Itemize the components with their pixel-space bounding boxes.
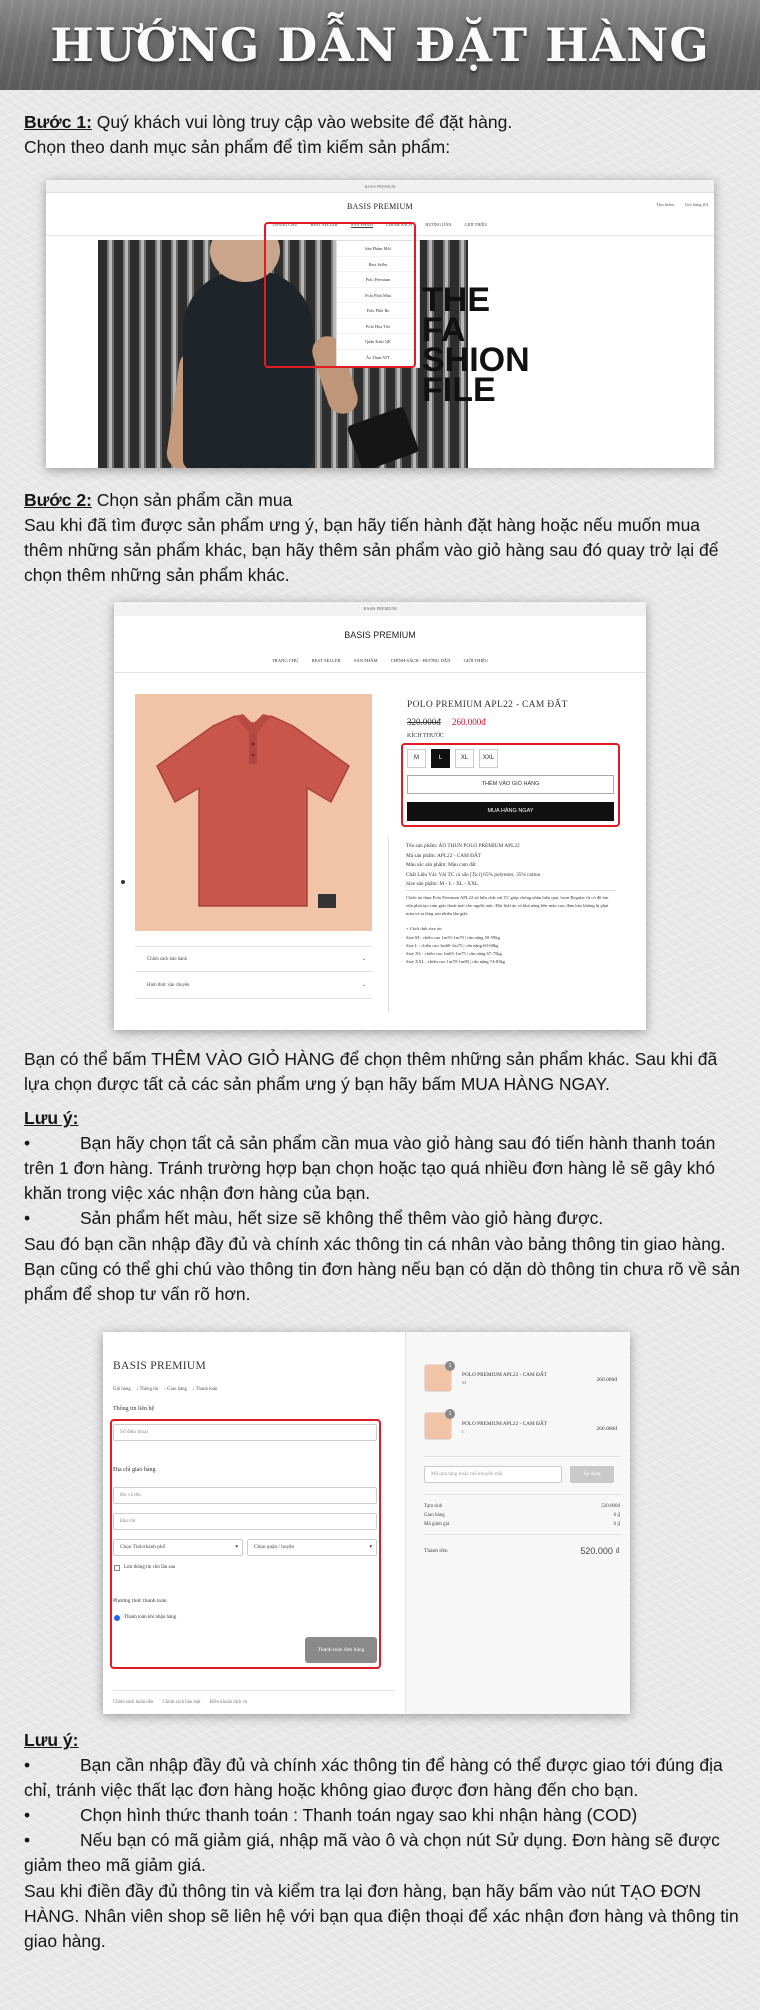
discount-field[interactable]: Mã quà tặng hoặc mã khuyến mãi (424, 1466, 562, 1483)
refund-policy-link[interactable]: Chính sách hoàn tiền (113, 1700, 154, 1705)
hero-text-line: THE (422, 281, 490, 319)
total-value: 520.000 ₫ (580, 1546, 620, 1556)
desc-line: Size XL : chiều cao 1m65-1m75 | cân nặng 67-75kg (406, 950, 502, 956)
divider (388, 837, 389, 1012)
nav-policy[interactable]: CHÍNH SÁCH - HƯỚNG DẪN (390, 658, 451, 663)
highlight-box (401, 743, 620, 827)
dropdown-item[interactable]: Best Seller (337, 257, 419, 273)
site-brand[interactable]: BASIS PREMIUM (113, 1360, 207, 1372)
step2-heading: Bước 2: (24, 490, 92, 510)
size-xl-button[interactable]: XL (455, 749, 474, 768)
row-label: Mã giảm giá (424, 1522, 450, 1527)
row-label: Giao hàng (424, 1513, 445, 1518)
chevron-down-icon: ⌄ (361, 957, 366, 962)
buy-now-button[interactable]: MUA HÀNG NGAY (407, 802, 614, 821)
page-title: HƯỚNG DẪN ĐẶT HÀNG (50, 18, 710, 72)
hero-text-line: FA (422, 311, 466, 349)
title-banner (0, 0, 760, 90)
breadcrumb-item[interactable]: Thanh toán (195, 1387, 218, 1392)
divider (113, 1690, 395, 1691)
divider (424, 1494, 620, 1495)
bullet-dot: • (24, 1133, 31, 1153)
nav-about[interactable]: GIỚI THIỆU (463, 658, 489, 663)
accordion-label: Chính sách bảo hành (147, 957, 188, 962)
hero-text (422, 281, 530, 409)
accordion-shipping[interactable] (135, 973, 372, 999)
item-price: 260.000đ (596, 1426, 617, 1432)
name-field[interactable]: Họ và tên (113, 1487, 377, 1504)
size-l-button[interactable]: L (431, 749, 450, 768)
pay-button[interactable]: Thanh toán đơn hàng (305, 1637, 377, 1663)
step1-text (24, 110, 740, 160)
summary-row (424, 1513, 620, 1518)
note-text: Bạn có thể bấm THÊM VÀO GIỎ HÀNG để chọn thêm những sản phẩm khác. Sau khi đã lựa chọn được tất cả các sản phẩm ưng ý bạn hãy bấm MUA HÀNG NGAY. (24, 1049, 718, 1094)
hero-text-line: SHION (422, 341, 530, 379)
note2-section (24, 1728, 740, 1954)
size-xxl-button[interactable]: XXL (479, 749, 498, 768)
screenshot-category-menu (46, 180, 714, 468)
step2-line1: Chọn sản phẩm cần mua (91, 490, 293, 510)
note1-section (24, 1106, 740, 1307)
bullet-text: Bạn hãy chọn tất cả sản phẩm cần mua vào giỏ hàng sau đó tiến hành thanh toán trên 1 đơn hàng. Tránh trường hợp bạn chọn hoặc tạo quá nhiều đơn hàng lẻ sẽ gây khó khăn trong việc xác nhận đơn hàng của bạn. (24, 1133, 716, 1203)
bullet-item (24, 1206, 740, 1231)
desc-line: Màu sắc sản phẩm: Màu cam đất (406, 862, 476, 869)
top-bar: BASIS PREMIUM (114, 602, 646, 616)
note1-after: Sau đó bạn cần nhập đầy đủ và chính xác thông tin cá nhân vào bảng thông tin giao hàng. Bạn cũng có thể ghi chú vào thông tin đơn hàng nếu bạn có dặn dò thông tin chưa rõ về sản phẩm để shop tư vấn rõ hơn. (24, 1234, 740, 1304)
bullet-item (24, 1803, 740, 1828)
qty-badge: 1 (445, 1361, 455, 1371)
district-value: Chọn quận / huyện (254, 1544, 295, 1550)
chevron-down-icon: ▾ (369, 1544, 372, 1550)
accordion-warranty[interactable] (135, 946, 372, 972)
bullet-dot: • (24, 1755, 31, 1775)
desc-line: + Cách tính size áo: (406, 925, 443, 931)
payment-label: Phương thức thanh toán (113, 1598, 167, 1604)
site-brand[interactable]: BASIS PREMIUM (344, 630, 416, 640)
nav-best-seller[interactable]: BEST SELLER (311, 658, 341, 663)
item-variant: M (462, 1380, 467, 1385)
bullet-text: Sản phẩm hết màu, hết size sẽ không thể thêm vào giỏ hàng được. (80, 1208, 604, 1228)
cod-label: Thanh toán khi nhận hàng (124, 1615, 177, 1620)
desc-line: Size sản phẩm: M - L - XL - XXL (406, 880, 616, 891)
breadcrumb-item[interactable]: Giao hàng (167, 1387, 187, 1392)
bullet-item (24, 1828, 740, 1878)
divider (114, 672, 646, 673)
desc-line: Size L : chiều cao 1m60-1m75 | cân nặng 60-68kg (406, 942, 499, 948)
site-brand[interactable]: BASIS PREMIUM (347, 202, 413, 211)
nav-guide[interactable]: HƯỚNG DẪN (425, 222, 452, 227)
sale-price: 260.000đ (452, 717, 486, 727)
dropdown-item[interactable]: Polo Premium (337, 272, 419, 288)
search-link[interactable]: Tìm kiếm (656, 202, 674, 207)
breadcrumb-item[interactable]: Thông tin (139, 1387, 159, 1392)
privacy-policy-link[interactable]: Chính sách bảo mật (162, 1700, 201, 1705)
bullet-item (24, 1753, 740, 1803)
province-value: Chọn Tỉnh/thành phố (120, 1544, 166, 1550)
bullet-text: Nếu bạn có mã giảm giá, nhập mã vào ô và chọn nút Sử dụng. Đơn hàng sẽ được giảm theo mã giảm giá. (24, 1830, 720, 1875)
divider (424, 1456, 620, 1457)
nav-best-seller[interactable]: BEST SELLER (310, 222, 338, 227)
screenshot-checkout (103, 1332, 630, 1714)
dropdown-item[interactable]: Polo Phối Bo (337, 303, 419, 319)
cart-link[interactable]: Giỏ hàng (0) (685, 202, 708, 207)
summary-row (424, 1522, 620, 1527)
contact-label: Thông tin liên hệ (113, 1406, 155, 1412)
summary-row (424, 1504, 620, 1509)
bullet-item (24, 1131, 740, 1206)
note2-heading: Lưu ý: (24, 1730, 79, 1750)
nav-home[interactable]: TRANG CHỦ (272, 222, 298, 227)
total-row (424, 1548, 620, 1554)
screenshot-product-page (114, 602, 646, 1030)
nav-products[interactable]: SẢN PHẨM (350, 222, 373, 227)
old-price: 320.000đ (407, 717, 441, 727)
product-description (406, 842, 616, 966)
item-price: 260.000đ (596, 1377, 617, 1383)
row-value: 0 ₫ (613, 1513, 620, 1518)
top-bar: BASIS PREMIUM (46, 180, 714, 193)
size-m-button[interactable]: M (407, 749, 426, 768)
phone-field[interactable]: Số điện thoại (113, 1424, 377, 1441)
main-nav (114, 658, 646, 663)
bullet-dot: • (24, 1805, 31, 1825)
desc-line: Size M : chiều cao 1m55-1m70 | cân nặng 50-59kg (406, 934, 500, 940)
desc-line: Size XXL : chiều cao 1m70-1m80 | cân nặng 74-83kg (406, 958, 506, 964)
nav-home[interactable]: TRANG CHỦ (271, 658, 299, 663)
nav-about[interactable]: GIỚI THIỆU (464, 222, 488, 227)
nav-policy[interactable]: CHÍNH SÁCH (386, 222, 413, 227)
total-label: Thành tiền (424, 1548, 448, 1554)
note2-after: Sau khi điền đầy đủ thông tin và kiểm tra lại đơn hàng, bạn hãy bấm vào nút TẠO ĐƠN HÀNG. Nhân viên shop sẽ liên hệ với bạn qua điện thoại để xác nhận đơn hàng và thông tin giao hàng. (24, 1881, 739, 1951)
bullet-text: Bạn cần nhập đầy đủ và chính xác thông tin để hàng có thể được giao tới đúng địa chỉ, tránh việc thất lạc đơn hàng hoặc không giao được đơn hàng đến cho bạn. (24, 1755, 723, 1800)
size-label: KÍCH THƯỚC (407, 733, 445, 739)
bullet-dot: • (24, 1208, 31, 1228)
highlight-box (110, 1419, 381, 1669)
product-image[interactable] (135, 694, 372, 931)
row-value: 0 ₫ (613, 1522, 620, 1527)
desc-line: Tên sản phẩm: ÁO THUN POLO PREMIUM APL22 (406, 843, 520, 849)
breadcrumb: Giỏ hàng › Thông tin › Giao hàng › Thanh toán (113, 1387, 218, 1392)
terms-link[interactable]: Điều khoản dịch vụ (209, 1700, 248, 1705)
note1-heading: Lưu ý: (24, 1108, 79, 1128)
address-label: Địa chỉ giao hàng (113, 1467, 156, 1473)
dropdown-item[interactable]: Áo Thun ATT (337, 350, 419, 366)
step2-text (24, 488, 740, 588)
item-name: POLO PREMIUM APL22 - CAM ĐẤT (462, 1421, 547, 1427)
step1-heading: Bước 1: (24, 112, 92, 132)
save-info-label: Lưu thông tin cho lần sau (124, 1565, 176, 1570)
row-label: Tạm tính (424, 1504, 443, 1509)
dropdown-item[interactable]: Polo Phối Màu (337, 288, 419, 304)
highlight-box (264, 222, 416, 368)
slider-dot[interactable] (121, 880, 125, 884)
step2-body: Sau khi đã tìm được sản phẩm ưng ý, bạn hãy tiến hành đặt hàng hoặc nếu muốn mua thêm những sản phẩm khác, bạn hãy thêm sản phẩm vào giỏ hàng sau đó quay trở lại để chọn thêm những sản phẩm khác. (24, 515, 719, 585)
header-links (646, 202, 708, 207)
item-thumbnail (424, 1364, 452, 1392)
item-thumbnail (424, 1412, 452, 1440)
address-field[interactable]: Địa chỉ (113, 1513, 377, 1530)
desc-paragraph: Chiếc áo thun Polo Premium APL22 sử hữu chất vải TC giúp chống nhăn hiệu quả, form Regular fit cổ đồ ôm vừa phải tạo cảm giác thoải mái cho người mặc. Đặc biệt áo có khả năng bền màu cao, đảm bảo không bị phai màu và ra lông sau nhiều lần giặt. (406, 894, 609, 916)
footer-links (113, 1700, 255, 1705)
bullet-text: Chọn hình thức thanh toán : Thanh toán ngay sao khi nhận hàng (COD) (80, 1805, 638, 1825)
order-summary (405, 1332, 630, 1714)
desc-line: Chất Liệu Vải: Vải TC cá sấu [Tici] 65% polyester, 35% cotton (406, 871, 541, 878)
accordion-label: Hình thức vận chuyển (147, 983, 190, 988)
chevron-down-icon: ⌄ (361, 983, 366, 988)
add-to-cart-button[interactable]: THÊM VÀO GIỎ HÀNG (407, 775, 614, 794)
chevron-down-icon: ▾ (235, 1544, 238, 1550)
qty-badge: 1 (445, 1409, 455, 1419)
dropdown-item[interactable]: Polo Họa Tiết (337, 319, 419, 335)
checkout-form (103, 1332, 405, 1714)
item-name: POLO PREMIUM APL22 - CAM ĐẤT (462, 1372, 547, 1378)
divider (424, 1534, 620, 1535)
item-variant: L (462, 1429, 465, 1434)
step1-line2: Chọn theo danh mục sản phẩm để tìm kiếm sản phẩm: (24, 137, 451, 157)
breadcrumb-item[interactable]: Giỏ hàng (113, 1387, 131, 1392)
polo-shirt-icon (135, 694, 372, 931)
desc-line: Mã sản phẩm: APL22 - CAM ĐẤT (406, 852, 482, 859)
dropdown-item[interactable]: Quần Kaki QK (337, 334, 419, 350)
bullet-dot: • (24, 1830, 31, 1850)
row-value: 520.000đ (601, 1504, 620, 1509)
hero-text-line: FILE (422, 371, 496, 409)
apply-button[interactable]: Áp dụng (570, 1466, 614, 1483)
step1-line1: Quý khách vui lòng truy cập vào website để đặt hàng. (91, 112, 513, 132)
product-title: POLO PREMIUM APL22 - CAM ĐẤT (407, 700, 568, 710)
nav-products[interactable]: SẢN PHẨM (353, 658, 378, 663)
dropdown-item[interactable]: Sản Phẩm Mới (337, 241, 419, 257)
